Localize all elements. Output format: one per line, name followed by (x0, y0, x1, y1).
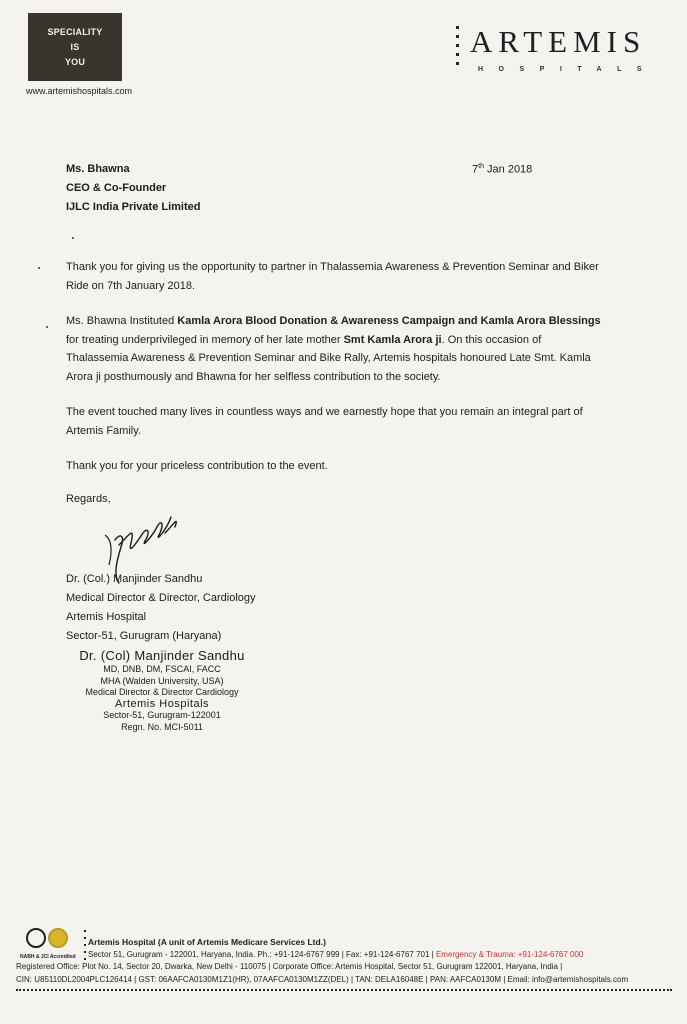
emergency-contact: Emergency & Trauma: +91-124-6767 000 (435, 950, 584, 959)
stamp-role: Medical Director & Director Cardiology (85, 687, 239, 697)
regards: Regards, (66, 493, 111, 505)
tagline-line-2: IS (70, 41, 80, 52)
doctor-stamp (62, 648, 262, 733)
signatory-name: Dr. (Col.) Manjinder Sandhu (66, 573, 203, 585)
website-url: www.artemishospitals.com (26, 86, 133, 96)
nabh-logo-icon (26, 928, 46, 948)
footer-registered-office: Registered Office: Plot No. 14, Sector 20, Dwarka, New Delhi - 110075 | Corporate Office: Artemis Hospital, Sector 51, Gurugram 122001, Haryana, India | (16, 962, 563, 971)
footer-hospital-name: Artemis Hospital (A unit of Artemis Medicare Services Ltd.) (88, 937, 326, 947)
signatory-address: Sector-51, Gurugram (Haryana) (66, 630, 222, 642)
jci-logo-icon (48, 928, 68, 948)
brand-name: ARTEMIS (470, 24, 647, 59)
speciality-tag-logo (28, 13, 122, 81)
recipient-title: CEO & Co-Founder (66, 182, 167, 194)
paragraph-impact: The event touched many lives in countless ways and we earnestly hope that you remain an integral part of Artemis Family. (66, 406, 583, 437)
recipient-block (66, 160, 200, 217)
footer-registration-ids: CIN: U85110DL2004PLC126414 | GST: 06AAFCA0130M1Z1(HR), 07AAFCA0130M1ZZ(DEL) | TAN: DELA16048E | PAN: AAFCA0130M | Email: info@artemishospitals.com (16, 975, 629, 984)
footer-contact: Sector 51, Gurugram - 122001, Haryana, India. Ph.: +91-124-6767 999 | Fax: +91-124-6767 701 | Emergency & Trauma: +91-124-6767 000 (88, 950, 584, 959)
paragraph-thanks: Thank you for giving us the opportunity to partner in Thalassemia Awareness & Prevention Seminar and Biker Ride on 7th January 2018. (66, 261, 599, 292)
stamp-org: Artemis Hospitals (114, 697, 210, 710)
recipient-company: IJLC India Private Limited (66, 201, 201, 213)
letter-date: 7th Jan 2018 (472, 163, 533, 176)
punch-mark (38, 267, 40, 269)
footer-divider (16, 989, 672, 991)
stamp-mha: MHA (Walden University, USA) (100, 675, 224, 686)
signatory-org: Artemis Hospital (66, 611, 147, 623)
tagline-line-3: YOU (64, 56, 86, 67)
paragraph-closing: Thank you for your priceless contribution to the event. (66, 460, 328, 472)
stamp-name: Dr. (Col) Manjinder Sandhu (79, 648, 245, 663)
brand-subtitle: HOSPITALS (478, 66, 658, 73)
signatory-block (66, 570, 256, 646)
tagline-line-1: SPECIALITY (47, 26, 103, 37)
artemis-logo (456, 22, 676, 82)
recipient-name: Ms. Bhawna (66, 163, 130, 175)
stamp-regn: Regn. No. MCI-5011 (121, 721, 203, 732)
punch-mark (46, 326, 48, 328)
paragraph-campaign: Ms. Bhawna Instituted Kamla Arora Blood Donation & Awareness Campaign and Kamla Arora Blessings for treating underprivileged in memory of her late mother Smt Kamla Arora ji. On this occasion of Thalassemia Awareness & Prevention Seminar and Bike Rally, Artemis hospitals honoured Late Smt. Kamla Arora ji posthumously and Bhawna for her selfless contribution to the society. (66, 315, 601, 383)
stamp-degrees: MD, DNB, DM, FSCAI, FACC (103, 664, 221, 674)
letter-body (66, 258, 601, 493)
stamp-address: Sector-51, Gurugram-122001 (103, 710, 221, 720)
signatory-role: Medical Director & Director, Cardiology (66, 592, 256, 604)
punch-mark (72, 237, 74, 239)
accreditation-label: NABH & JCI Accredited (20, 954, 76, 960)
accreditation-logos (20, 928, 88, 960)
logo-dots-icon (456, 26, 460, 72)
